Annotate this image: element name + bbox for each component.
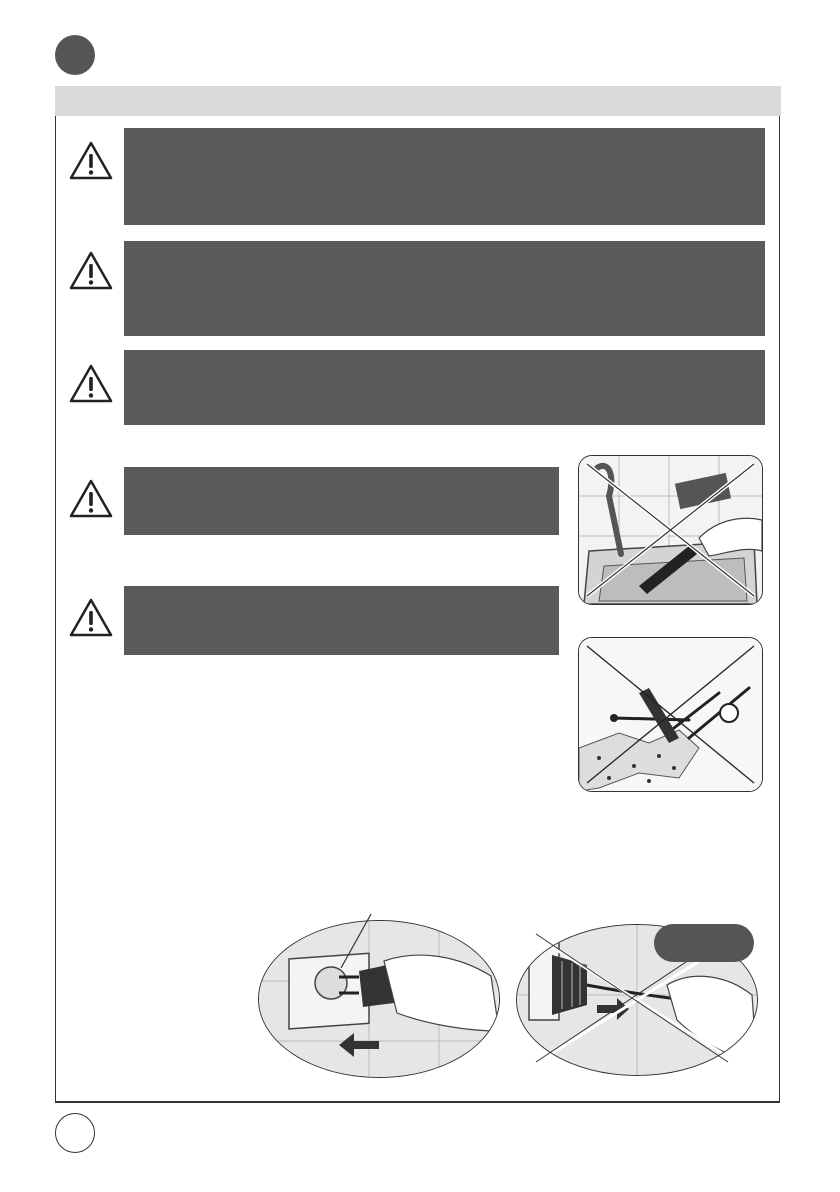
warning-box-1 [124,128,765,225]
warning-triangle-icon [68,597,114,639]
warning-triangle-icon [68,250,114,292]
plug-insert-icon [258,920,500,1078]
no-water-immersion-icon [578,455,763,605]
warning-box-3 [124,350,765,425]
leader-line [335,912,375,972]
section-marker [55,35,95,75]
page-marker [55,1113,95,1153]
warning-triangle-icon [68,363,114,405]
caption-pill [654,924,754,962]
warning-box-4 [124,467,559,535]
warning-box-2 [124,241,765,336]
warning-triangle-icon [68,140,114,182]
section-header-band [55,86,781,116]
warning-triangle-icon [68,478,114,520]
warning-box-5 [124,586,559,655]
no-sharp-objects-icon [578,637,763,792]
